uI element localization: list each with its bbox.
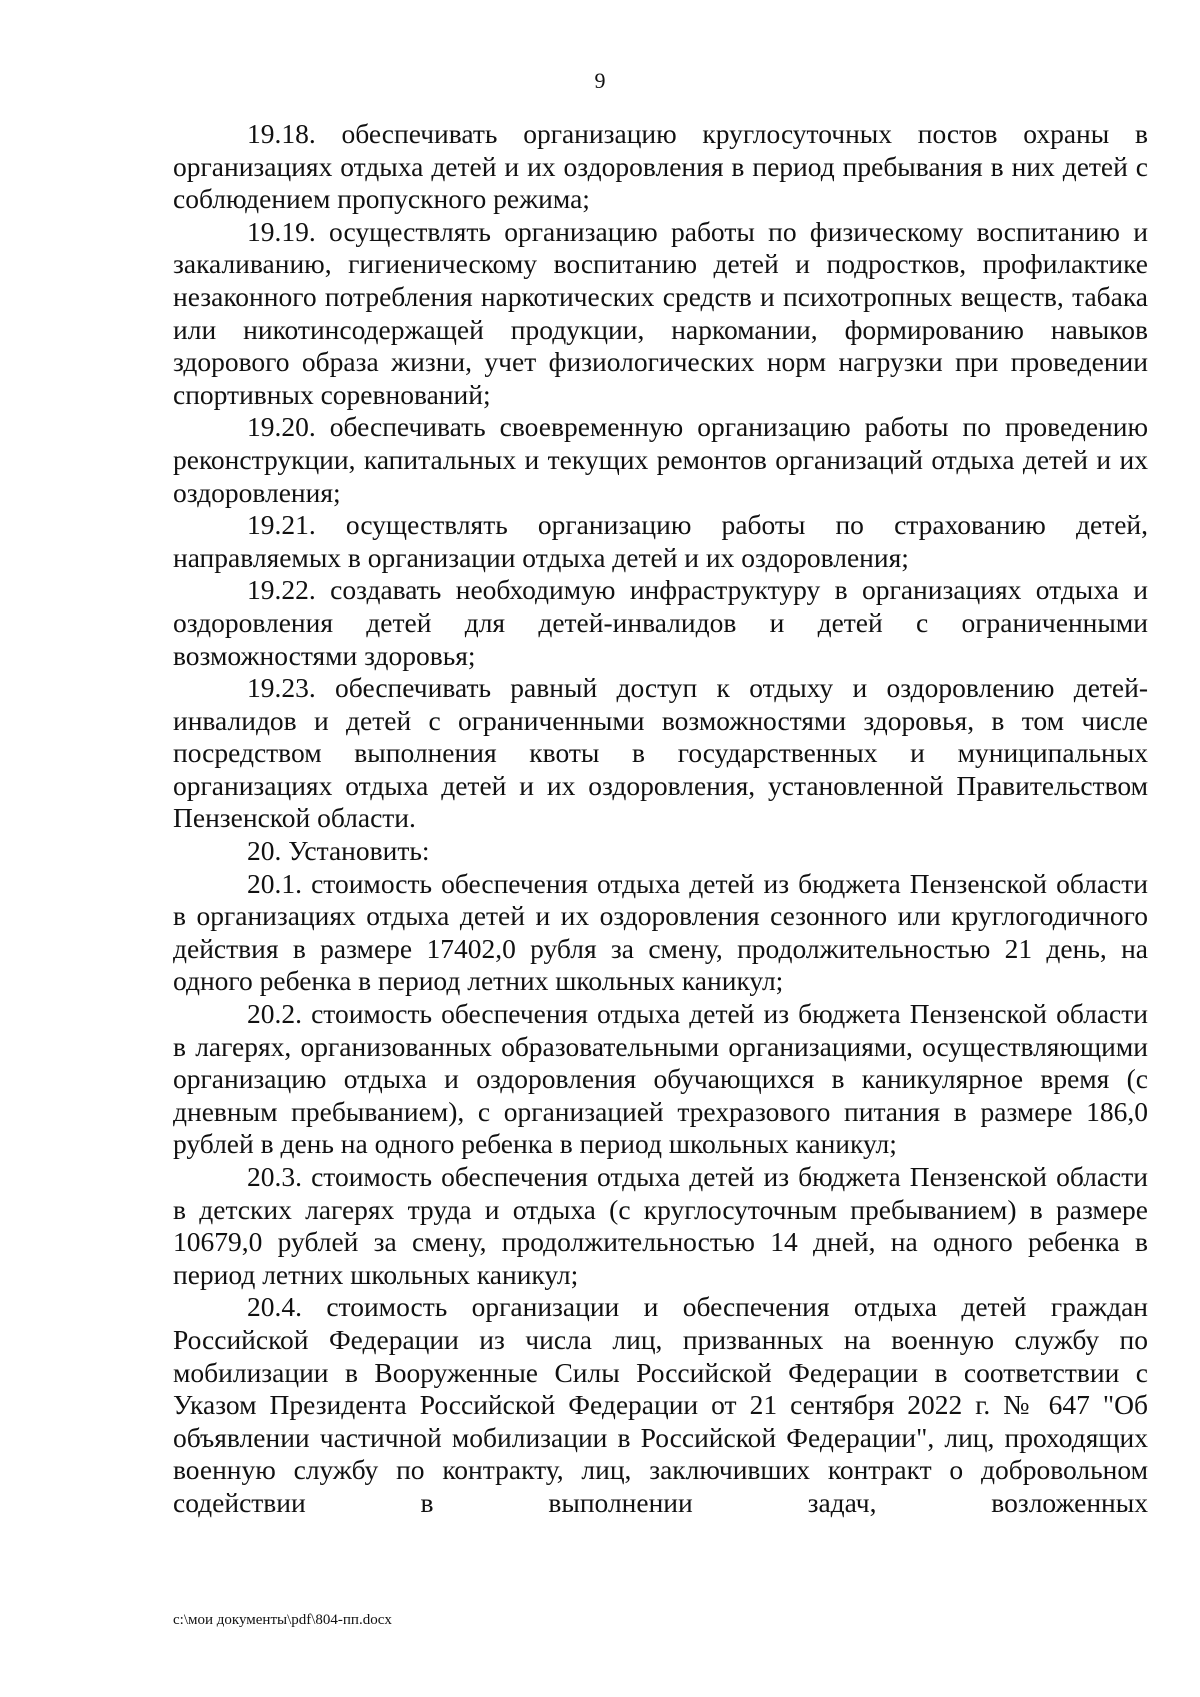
page-number: 9 (594, 68, 606, 93)
paragraph-20: 20. Установить: (247, 835, 430, 867)
paragraph-19-20: 19.20. обеспечивать своевременную организацию работы по проведению реконструкции, капитальных и текущих ремонтов организаций отдыха детей и их оздоровления; (173, 411, 1148, 508)
paragraph-19-19: 19.19. осуществлять организацию работы по физическому воспитанию и закаливанию, гигиеническому воспитанию детей и подростков, профилактике незаконного потребления наркотических средств и психотропных веществ, табака или никотинсодержащей продукции, наркомании, формированию навыков здорового образа жизни, учет физиологических норм нагрузки при проведении спортивных соревнований; (173, 215, 1148, 410)
paragraph-20-4: 20.4. стоимость организации и обеспечения отдыха детей граждан Российской Федерации из числа лиц, призванных на военную службу по мобилизации в Вооруженные Силы Российской Федерации в соответствии с Указом Президента Российской Федерации от 21 сентября 2022 г. № 647 "Об объявлении частичной мобилизации в Российской Федерации", лиц, проходящих военную службу по контракту, лиц, заключивших контракт о добровольном содействии в выполнении задач, возложенных (173, 1291, 1148, 1518)
document-body (173, 118, 1148, 1520)
paragraph-19-22: 19.22. создавать необходимую инфраструктуру в организациях отдыха и оздоровления детей для детей-инвалидов и детей с ограниченными возможностями здоровья; (173, 574, 1148, 671)
paragraph-19-23: 19.23. обеспечивать равный доступ к отдыху и оздоровлению детей-инвалидов и детей с ограниченными возможностями здоровья, в том числе посредством выполнения квоты в государственных и муниципальных организациях отдыха детей и их оздоровления, установленной Правительством Пензенской области. (173, 672, 1148, 834)
paragraph-19-21: 19.21. осуществлять организацию работы по страхованию детей, направляемых в организации отдыха детей и их оздоровления; (173, 509, 1148, 573)
file-path-footer: c:\мои документы\pdf\804-пп.docx (173, 1612, 392, 1628)
paragraph-20-1: 20.1. стоимость обеспечения отдыха детей из бюджета Пензенской области в организациях отдыха детей и их оздоровления сезонного или круглогодичного действия в размере 17402,0 рубля за смену, продолжительностью 21 день, на одного ребенка в период летних школьных каникул; (173, 867, 1148, 997)
paragraph-19-18: 19.18. обеспечивать организацию круглосуточных постов охраны в организациях отдыха детей и их оздоровления в период пребывания в них детей с соблюдением пропускного режима; (173, 118, 1148, 215)
paragraph-20-2: 20.2. стоимость обеспечения отдыха детей из бюджета Пензенской области в лагерях, организованных образовательными организациями, осуществляющими организацию отдыха и оздоровления обучающихся в каникулярное время (с дневным пребыванием), с организацией трехразового питания в размере 186,0 рублей в день на одного ребенка в период школьных каникул; (173, 998, 1148, 1160)
paragraph-20-3: 20.3. стоимость обеспечения отдыха детей из бюджета Пензенской области в детских лагерях труда и отдыха (с круглосуточным пребыванием) в размере 10679,0 рублей за смену, продолжительностью 14 дней, на одного ребенка в период летних школьных каникул; (173, 1161, 1148, 1290)
